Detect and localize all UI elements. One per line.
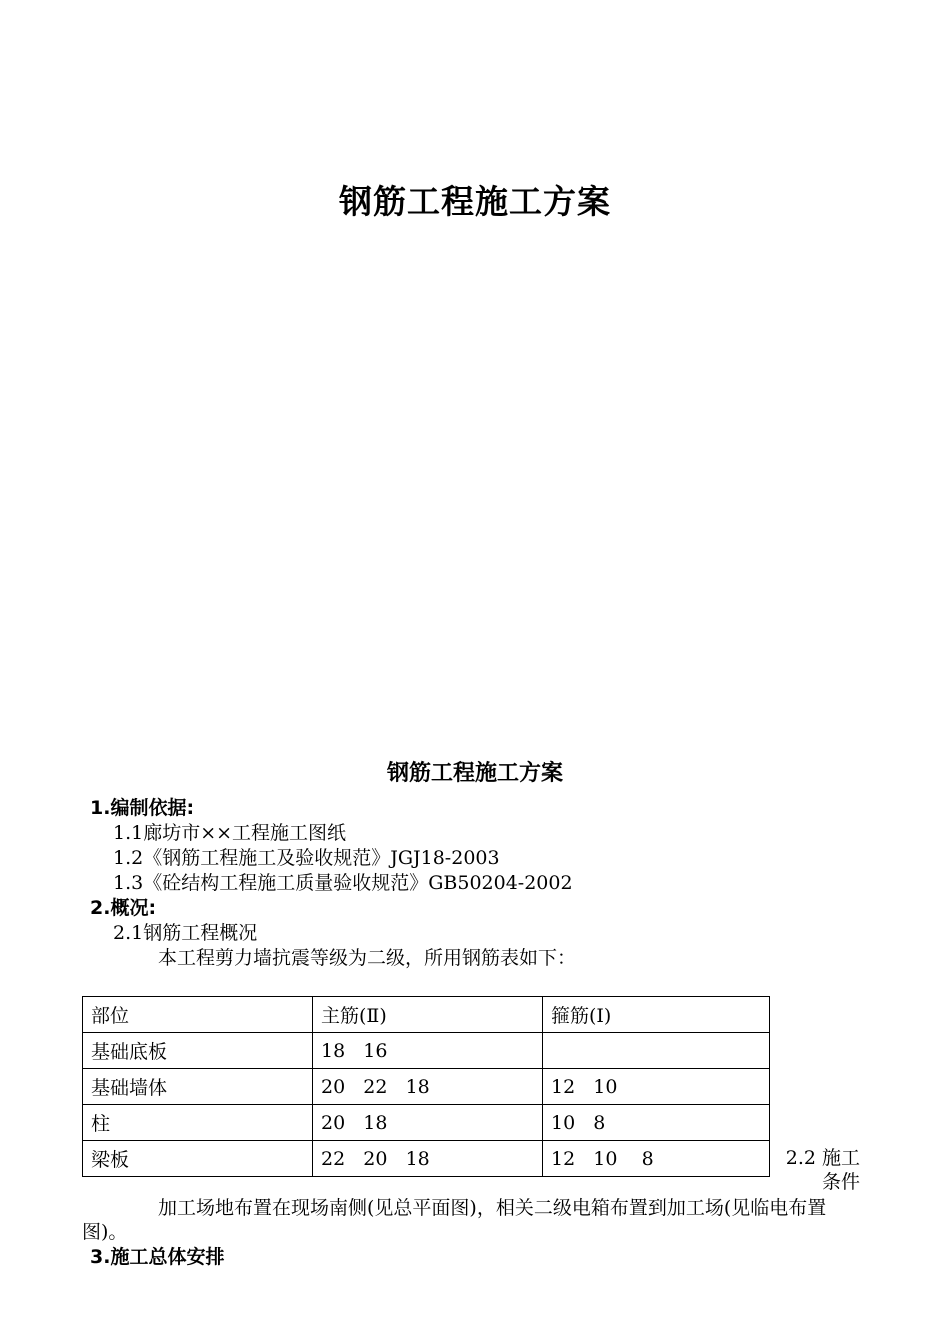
table-header-cell: 主筋(Ⅱ) [313, 997, 543, 1033]
table-row [83, 1141, 770, 1177]
table-header-cell: 部位 [83, 997, 313, 1033]
rebar-table [82, 996, 770, 1177]
reference-item-2: 1.2《钢筋工程施工及验收规范》JGJ18-2003 [113, 847, 500, 869]
table-row [83, 1033, 770, 1069]
table-cell: 18 16 [313, 1033, 543, 1069]
table-cell: 梁板 [83, 1141, 313, 1177]
table-cell: 柱 [83, 1105, 313, 1141]
table-row [83, 1105, 770, 1141]
subsection-2-1-heading: 2.1钢筋工程概况 [113, 922, 258, 944]
table-row [83, 1069, 770, 1105]
table-cell: 基础底板 [83, 1033, 313, 1069]
subsection-2-2-paragraph: 加工场地布置在现场南侧(见总平面图)，相关二级电箱布置到加工场(见临电布置图)。 [82, 1197, 827, 1243]
table-cell: 20 22 18 [313, 1069, 543, 1105]
table-cell: 基础墙体 [83, 1069, 313, 1105]
table-cell: 12 10 8 [543, 1141, 770, 1177]
table-cell: 12 10 [543, 1069, 770, 1105]
table-cell: 10 8 [543, 1105, 770, 1141]
section-3-heading: 3.施工总体安排 [90, 1246, 225, 1268]
reference-item-1: 1.1廊坊市××工程施工图纸 [113, 822, 347, 844]
table-header-row [83, 997, 770, 1033]
table-cell [543, 1033, 770, 1069]
subsection-2-1-intro: 本工程剪力墙抗震等级为二级，所用钢筋表如下： [158, 947, 577, 969]
document-title: 钢筋工程施工方案 [386, 761, 563, 786]
reference-item-3: 1.3《砼结构工程施工质量验收规范》GB50204-2002 [113, 872, 573, 894]
cover-title: 钢筋工程施工方案 [339, 182, 611, 221]
table-cell: 20 18 [313, 1105, 543, 1141]
section-1-heading: 1.编制依据: [90, 797, 195, 819]
subsection-2-2-heading: 2.2 施工条件 [785, 1147, 860, 1193]
table-header-cell: 箍筋(Ⅰ) [543, 997, 770, 1033]
table-cell: 22 20 18 [313, 1141, 543, 1177]
section-2-heading: 2.概况: [90, 897, 157, 919]
